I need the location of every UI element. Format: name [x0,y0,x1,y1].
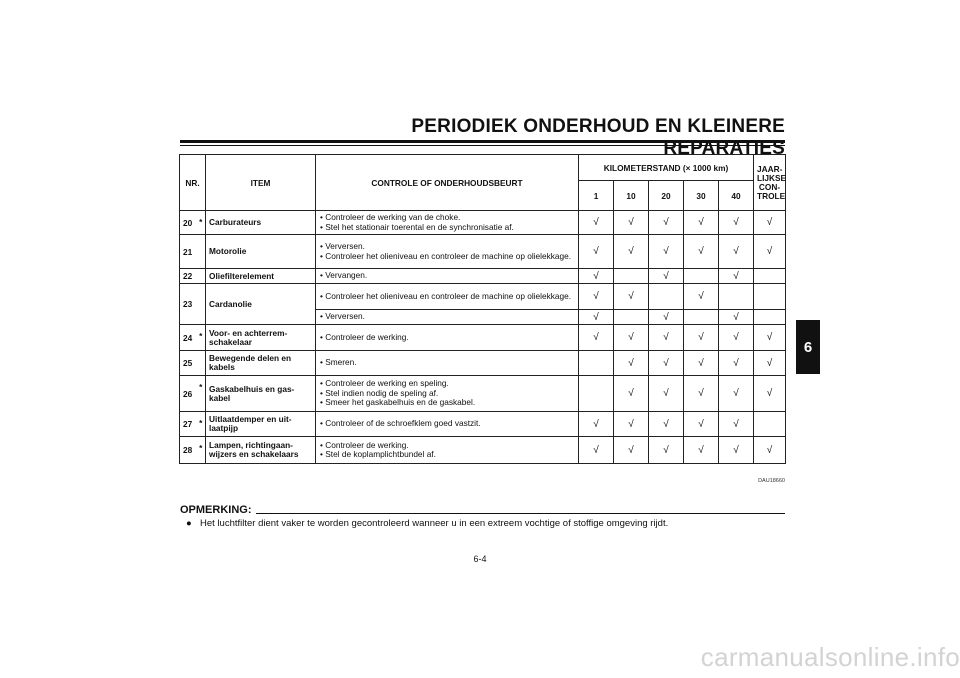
check-cell [614,269,649,284]
row-item: Uitlaatdemper en uit- laatpijp [206,412,316,437]
check-cell: √ [649,235,684,269]
check-cell [614,310,649,325]
dealer-mark [197,351,206,376]
dealer-mark: * [197,211,206,235]
header-km-col: 40 [719,181,754,211]
header-nr: NR. [180,155,206,211]
controle-line: • Controleer de werking van de choke. [320,212,461,222]
check-cell [579,376,614,412]
note-text: Het luchtfilter dient vaker te worden gecontroleerd wanneer u in een extreem vochtige of stoffige omgeving rijdt. [200,518,669,529]
check-cell: √ [649,310,684,325]
check-cell [754,412,786,437]
title-rule [180,140,785,143]
row-item: Oliefilterelement [206,269,316,284]
dealer-mark: * [197,376,206,412]
check-cell: √ [754,235,786,269]
check-cell: √ [684,235,719,269]
dealer-mark [197,235,206,269]
check-cell [754,284,786,310]
row-number: 26 [180,376,197,412]
check-cell: √ [614,351,649,376]
header-controle: CONTROLE OF ONDERHOUDSBEURT [316,155,579,211]
row-item: Gaskabelhuis en gas- kabel [206,376,316,412]
check-cell: √ [579,211,614,235]
controle-line: • Controleer de werking. [320,331,409,342]
row-item: Lampen, richtingaan- wijzers en schakelaars [206,437,316,464]
check-cell: √ [579,269,614,284]
check-cell: √ [719,412,754,437]
check-cell: √ [579,310,614,325]
reference-code: DAU18660 [758,478,785,484]
check-cell: √ [649,211,684,235]
header-km-col: 20 [649,181,684,211]
check-cell: √ [649,437,684,464]
row-item: Cardanolie [206,284,316,325]
check-cell: √ [754,437,786,464]
row-controle [316,211,579,235]
watermark: carmanualsonline.info [700,642,960,672]
check-cell: √ [754,376,786,412]
check-cell: √ [719,437,754,464]
row-item: Carburateurs [206,211,316,235]
header-item: ITEM [206,155,316,211]
check-cell [684,310,719,325]
check-cell: √ [684,325,719,351]
check-cell [754,310,786,325]
controle-line: • Stel het stationair toerental en de synchronisatie af. [320,221,514,232]
header-km-col: 1 [579,181,614,211]
row-controle [316,325,579,351]
check-cell: √ [649,351,684,376]
controle-line: • Stel de koplamplichtbundel af. [320,449,436,459]
row-controle [316,310,579,325]
row-controle [316,235,579,269]
note-rule [256,513,785,514]
table-row [180,284,786,310]
table-row [180,412,786,437]
check-cell: √ [579,325,614,351]
dealer-mark [197,269,206,284]
title-rule-thin [180,145,785,146]
row-number: 24 [180,325,197,351]
row-controle [316,376,579,412]
row-controle [316,412,579,437]
row-item: Voor- en achterrem- schakelaar [206,325,316,351]
check-cell: √ [614,235,649,269]
check-cell: √ [684,437,719,464]
dealer-mark: * [197,437,206,464]
check-cell: √ [579,235,614,269]
row-number: 27 [180,412,197,437]
check-cell: √ [719,211,754,235]
row-item: Motorolie [206,235,316,269]
row-controle [316,437,579,464]
check-cell [684,269,719,284]
header-jaarlijkse: JAAR- LIJKSE CON- TROLE [754,155,786,211]
dealer-mark: * [197,325,206,351]
check-cell: √ [649,376,684,412]
table-row [180,325,786,351]
check-cell: √ [614,437,649,464]
chapter-tab[interactable]: 6 [796,320,820,374]
dealer-mark: * [197,412,206,437]
check-cell: √ [719,310,754,325]
row-controle [316,351,579,376]
check-cell: √ [614,376,649,412]
check-cell: √ [579,284,614,310]
row-controle [316,284,579,310]
check-cell: √ [754,325,786,351]
bullet-icon: ● [186,518,192,529]
check-cell [649,284,684,310]
header-km-col: 30 [684,181,719,211]
check-cell: √ [754,211,786,235]
row-controle [316,269,579,284]
row-number: 22 [180,269,197,284]
row-number: 28 [180,437,197,464]
page-title: PERIODIEK ONDERHOUD EN KLEINERE REPARATIES [411,116,785,159]
check-cell: √ [684,351,719,376]
row-item: Bewegende delen en kabels [206,351,316,376]
check-cell: √ [614,325,649,351]
check-cell: √ [649,412,684,437]
check-cell: √ [754,351,786,376]
check-cell: √ [719,235,754,269]
maintenance-table [179,154,786,464]
check-cell: √ [684,412,719,437]
row-number: 25 [180,351,197,376]
check-cell: √ [579,412,614,437]
controle-line: • Controleer of de schroefklem goed vastzit. [320,418,481,429]
check-cell: √ [649,269,684,284]
check-cell: √ [719,376,754,412]
controle-line: • Controleer het olieniveau en controleer de machine op olielekkage. [320,250,572,261]
page-number: 6-4 [473,554,487,564]
table-row [180,211,786,235]
dealer-mark [197,284,206,325]
note-item [186,518,786,529]
controle-line: • Stel indien nodig de speling af. [320,387,439,398]
note-heading: OPMERKING: [180,504,252,516]
check-cell: √ [614,412,649,437]
row-number: 21 [180,235,197,269]
table-row [180,351,786,376]
controle-line: • Vervangen. [320,270,368,281]
check-cell: √ [684,211,719,235]
table-row [180,235,786,269]
controle-line: • Verversen. [320,241,365,251]
controle-line: • Controleer de werking. [320,439,409,450]
check-cell: √ [719,269,754,284]
check-cell: √ [579,437,614,464]
table-row [180,269,786,284]
header-km: KILOMETERSTAND (× 1000 km) [579,155,754,181]
controle-line: • Controleer de werking en speling. [320,378,449,389]
check-cell: √ [614,211,649,235]
check-cell [754,269,786,284]
controle-line: • Verversen. [320,311,365,322]
controle-line: • Controleer het olieniveau en controleer de machine op olielekkage. [320,290,572,301]
controle-line: • Smeren. [320,357,357,368]
check-cell: √ [684,376,719,412]
check-cell: √ [614,284,649,310]
controle-line: • Smeer het gaskabelhuis en de gaskabel. [320,397,476,408]
table-row [180,376,786,412]
check-cell: √ [649,325,684,351]
check-cell [579,351,614,376]
check-cell: √ [719,325,754,351]
check-cell [719,284,754,310]
check-cell: √ [719,351,754,376]
row-number: 20 [180,211,197,235]
row-number: 23 [180,284,197,325]
check-cell: √ [684,284,719,310]
header-km-col: 10 [614,181,649,211]
table-row [180,437,786,464]
